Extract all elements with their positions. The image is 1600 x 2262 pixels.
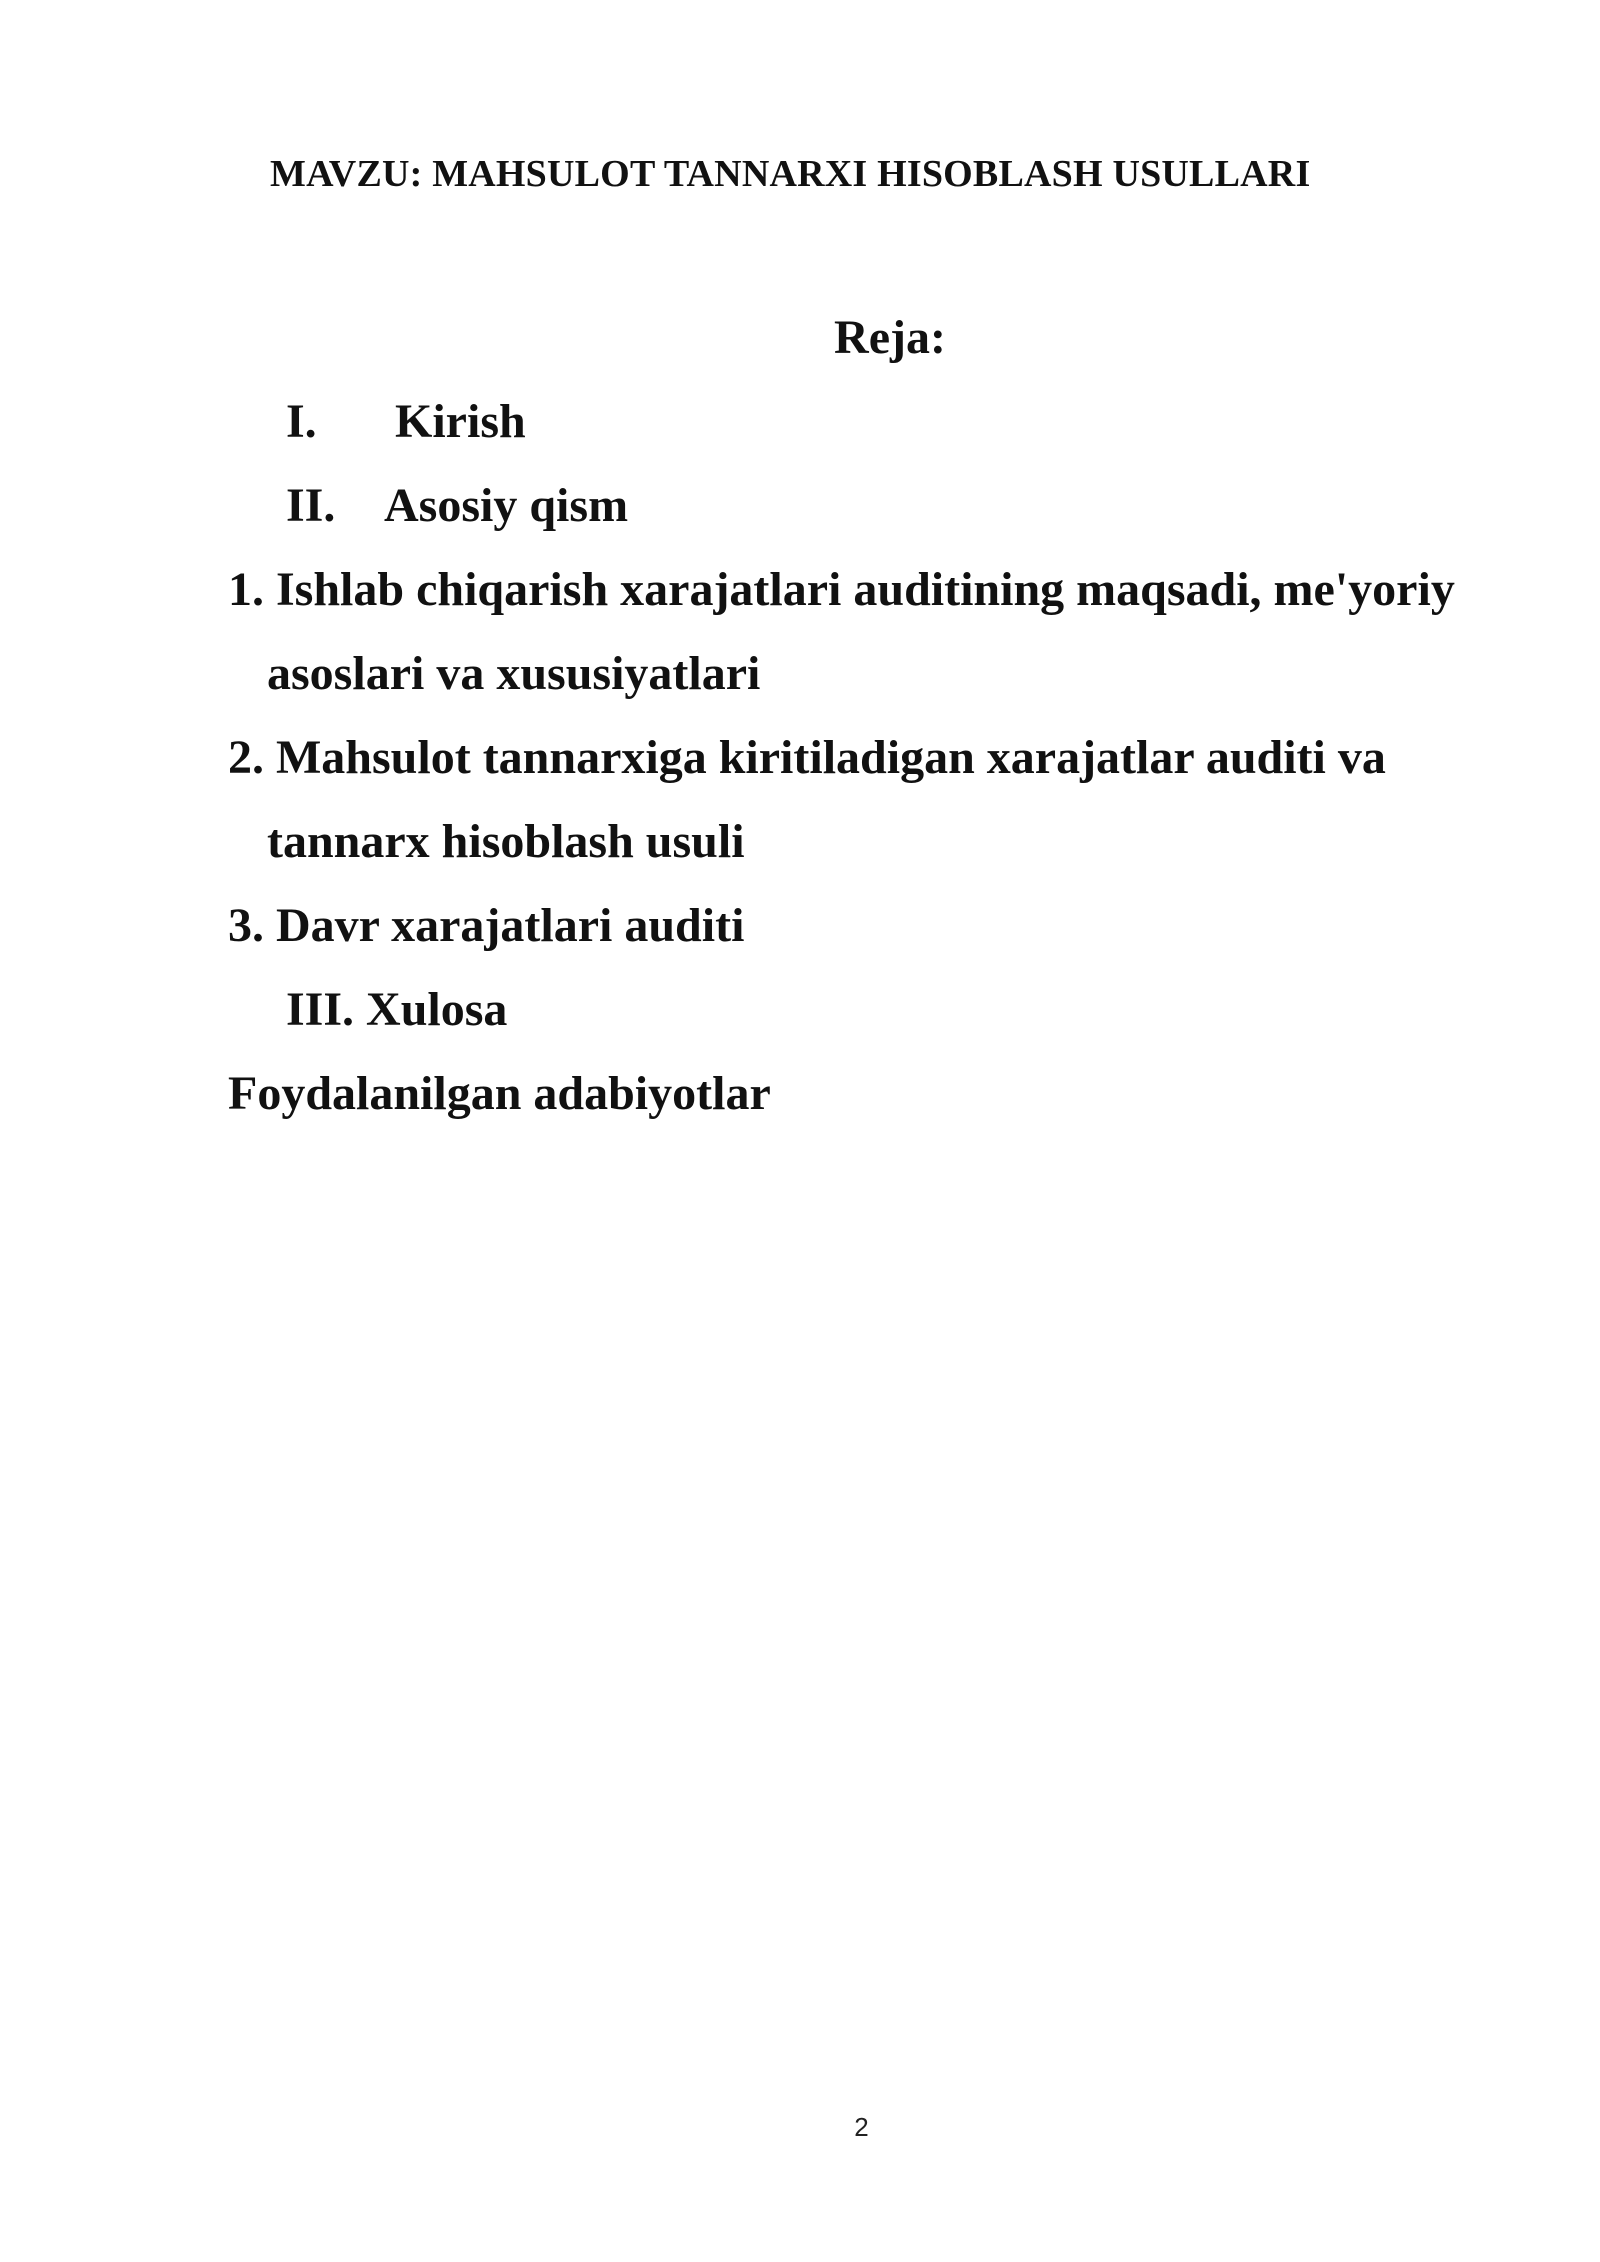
plan-item-main-numeral: II. bbox=[286, 479, 336, 532]
plan-subitem-3-line1: 3. Davr xarajatlari auditi bbox=[228, 899, 745, 952]
plan-item-references: Foydalanilgan adabiyotlar bbox=[228, 1067, 771, 1120]
plan-item-intro-label: Kirish bbox=[395, 395, 526, 448]
plan-subitem-2-line2: tannarx hisoblash usuli bbox=[267, 815, 745, 868]
plan-subitem-2-line1: 2. Mahsulot tannarxiga kiritiladigan xarajatlar auditi va bbox=[228, 731, 1386, 784]
plan-item-conclusion: III. Xulosa bbox=[286, 983, 508, 1036]
plan-item-intro-numeral: I. bbox=[286, 395, 317, 448]
page-number: 2 bbox=[854, 2112, 869, 2142]
topic-title: MAVZU: MAHSULOT TANNARXI HISOBLASH USULLARI bbox=[270, 153, 1311, 195]
plan-item-main-label: Asosiy qism bbox=[384, 479, 629, 532]
plan-subitem-1-line1: 1. Ishlab chiqarish xarajatlari auditining maqsadi, me'yoriy bbox=[228, 563, 1455, 616]
plan-heading: Reja: bbox=[834, 311, 946, 364]
plan-subitem-1-line2: asoslari va xususiyatlari bbox=[267, 647, 761, 700]
